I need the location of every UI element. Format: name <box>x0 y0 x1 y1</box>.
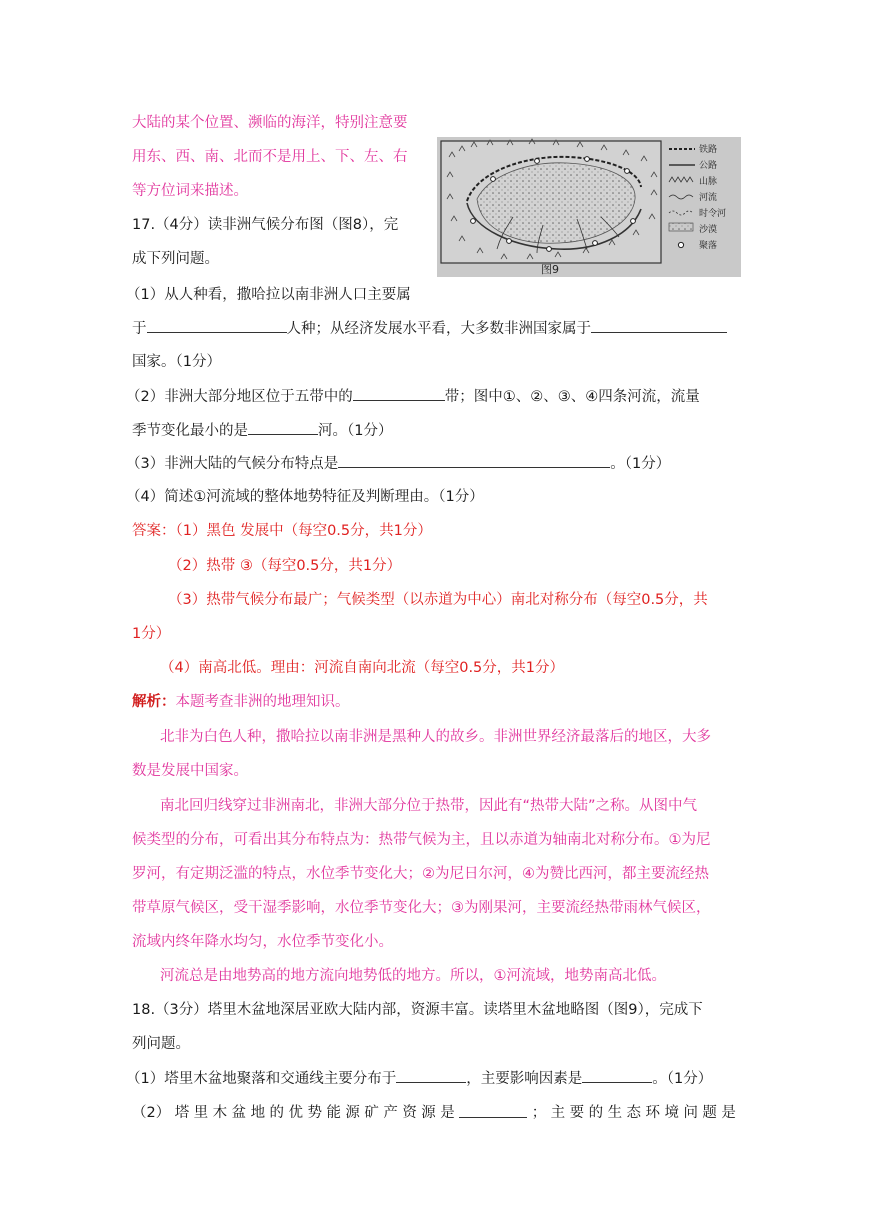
intro-line-2: 用东、西、南、北而不是用上、下、左、右 <box>132 149 408 165</box>
analysis-label: 解析： <box>132 694 176 710</box>
q18-part2-char: 的 <box>588 1105 604 1121</box>
q18-part2-char: 产 <box>383 1105 398 1121</box>
intro-line-1: 大陆的某个位置、濒临的海洋，特别注意要 <box>132 115 408 131</box>
answer-label: 答案： <box>132 523 176 539</box>
q18-part1-suffix: 。（1分） <box>652 1071 713 1087</box>
q18-part2-char: 题 <box>702 1105 717 1121</box>
q18-part2-char: 生 <box>607 1105 623 1121</box>
answer-line-4: （4）南高北低。理由：河流自南向北流（每空0.5分，共1分） <box>160 660 565 676</box>
answer-blank <box>248 420 318 435</box>
q18-part2-char: 矿 <box>364 1105 379 1121</box>
q17-part1-line-c: 国家。（1分） <box>132 354 221 370</box>
q17-part3-line <box>126 453 670 474</box>
analysis-p3-line: 河流总是由地势高的地方流向地势低的地方。所以，①河流域，地势南高北低。 <box>160 968 666 984</box>
answer-line-2: （2）热带 ③（每空0.5分，共1分） <box>168 558 402 574</box>
q18-part2-char: 是 <box>721 1105 736 1121</box>
q18-part2-char: （2） <box>132 1105 171 1121</box>
q17-part3-prefix: （3）非洲大陆的气候分布特点是 <box>126 456 339 472</box>
q17-part2b-suffix: 河。（1分） <box>318 423 393 439</box>
q18-part2-char: 资 <box>402 1105 417 1121</box>
q18-part2-char: 境 <box>664 1105 679 1121</box>
answer-blank <box>353 386 445 401</box>
q18-part2-char: 问 <box>683 1105 698 1121</box>
intro-line-3: 等方位词来描述。 <box>132 183 248 199</box>
legend-seasonal-river: 时令河 <box>699 209 727 219</box>
q18-part2-char: 势 <box>307 1105 322 1121</box>
answer-blank <box>338 453 610 468</box>
map-legend <box>669 143 726 251</box>
analysis-p1-line-b: 数是发展中国家。 <box>132 763 248 779</box>
answer-1: （1）黑色 发展中（每空0.5分，共1分） <box>175 523 432 539</box>
q18-part2-char: 木 <box>212 1105 228 1121</box>
legend-road: 公路 <box>699 161 718 171</box>
q17-part1-prefix: 于 <box>132 321 147 337</box>
analysis-p1-line-a: 北非为白色人种，撒哈拉以南非洲是黑种人的故乡。非洲世界经济最落后的地区，大多 <box>160 729 711 745</box>
q18-part1-prefix: （1）塔里木盆地聚落和交通线主要分布于 <box>126 1071 397 1087</box>
q17-part1-line-b <box>132 318 727 339</box>
answer-line-3: （3）热带气候分布最广；气候类型（以赤道为中心）南北对称分布（每空0.5分，共 <box>168 592 708 608</box>
q18-part2-char: 里 <box>193 1105 209 1121</box>
q18-part2-char: 要 <box>569 1105 585 1121</box>
answer-blank <box>396 1068 466 1083</box>
q17-part4-line: （4）简述①河流域的整体地势特征及判断理由。（1分） <box>126 489 484 505</box>
q18-part2-char: 源 <box>421 1105 436 1121</box>
q18-part2-char: 优 <box>288 1105 304 1121</box>
answer-blank <box>459 1103 527 1118</box>
q17-title-line-2: 成下列问题。 <box>132 251 219 267</box>
analysis-line-intro <box>132 692 350 712</box>
tarim-basin-map-figure <box>437 137 741 277</box>
q17-part1-line-a: （1）从人种看，撒哈拉以南非洲人口主要属 <box>126 287 411 303</box>
legend-desert: 沙漠 <box>699 225 718 235</box>
legend-settlement: 聚落 <box>699 241 718 251</box>
analysis-intro: 本题考查非洲的地理知识。 <box>175 694 350 710</box>
analysis-p2-line-a: 南北回归线穿过非洲南北，非洲大部分位于热带，因此有“热带大陆”之称。从图中气 <box>160 798 698 814</box>
q18-part2-line <box>132 1103 736 1123</box>
q18-part2-char: 源 <box>345 1105 360 1121</box>
q18-part2-char: 地 <box>250 1105 266 1121</box>
q18-part2-char: 环 <box>645 1105 661 1121</box>
answer-line-1 <box>132 521 432 541</box>
answer-line-3b: 1分） <box>132 626 171 642</box>
legend-river: 河流 <box>699 193 718 203</box>
analysis-p2-line-d: 带草原气候区，受干湿季影响，水位季节变化大；③为刚果河，主要流经热带雨林气候区， <box>132 900 711 916</box>
q17-part2-suffix: 带；图中①、②、③、④四条河流，流量 <box>444 389 700 405</box>
q17-title-line-1: 17.（4分）读非洲气候分布图（图8），完 <box>132 217 399 233</box>
q17-part2-line-b <box>132 420 392 441</box>
legend-mountain: 山脉 <box>699 177 718 187</box>
tarim-basin-map <box>437 137 741 277</box>
q18-title-line-1: 18.（3分）塔里木盆地深居亚欧大陆内部，资源丰富。读塔里木盆地略图（图9），完成下 <box>132 1002 703 1018</box>
q17-part1-middle: 人种；从经济发展水平看，大多数非洲国家属于 <box>286 321 591 337</box>
q18-part2-char: 的 <box>269 1105 285 1121</box>
q18-part2-char: 主 <box>550 1105 566 1121</box>
q18-part2-char: 塔 <box>174 1105 190 1121</box>
q18-part2-char: 是 <box>440 1105 455 1121</box>
answer-blank <box>582 1068 652 1083</box>
q17-part2-line-a <box>126 386 700 407</box>
q18-part1-middle: ，主要影响因素是 <box>466 1071 583 1087</box>
q18-part2-char: 能 <box>326 1105 341 1121</box>
q18-part1-line <box>126 1068 712 1089</box>
legend-railway: 铁路 <box>699 145 718 155</box>
q17-part2-prefix: （2）非洲大部分地区位于五带中的 <box>126 389 353 405</box>
q18-part2-char: ； <box>531 1105 547 1121</box>
analysis-p2-line-b: 候类型的分布，可看出其分布特点为：热带气候为主，且以赤道为轴南北对称分布。①为尼 <box>132 832 711 848</box>
analysis-p2-line-c: 罗河，有定期泛滥的特点，水位季节变化大；②为尼日尔河，④为赞比西河，都主要流经热 <box>132 866 709 882</box>
q18-title-line-2: 列问题。 <box>132 1036 190 1052</box>
q17-part3-suffix: 。（1分） <box>610 456 671 472</box>
q17-part2b-prefix: 季节变化最小的是 <box>132 423 248 439</box>
q18-part2-char: 盆 <box>231 1105 247 1121</box>
figure-caption: 图9 <box>541 263 559 276</box>
q18-part2-char: 态 <box>626 1105 642 1121</box>
analysis-p2-line-e: 流域内终年降水均匀，水位季节变化小。 <box>132 934 393 950</box>
answer-blank <box>147 318 287 333</box>
answer-blank <box>591 318 727 333</box>
